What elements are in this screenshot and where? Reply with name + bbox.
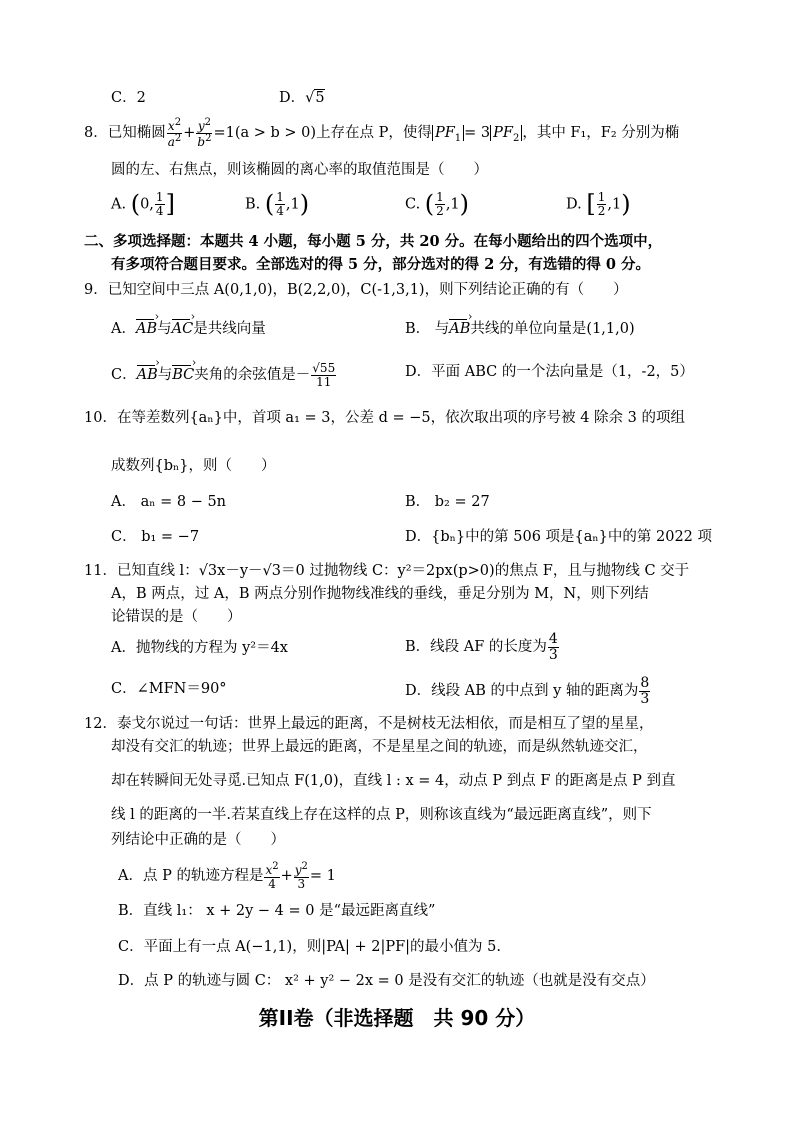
q9-option-d: D．平面 ABC 的一个法向量是（1，-2，5） xyxy=(405,364,694,380)
q8-stem-line2: 圆的左、右焦点，则该椭圆的离心率的取值范围是（ ） xyxy=(111,162,488,178)
q7-option-d: D．√5 xyxy=(279,90,325,106)
q8-stem: 8．已知椭圆 $\frac{x^2}{a^2}$ + $\frac{y^2}{b^2}$ =1(a > b > 0)上存在点 P，使得 $PF_1 = 3$ $PF_2$ ，其中 F₁，F₂ 分别为椭 xyxy=(84,117,680,149)
q9-option-b: B． 与AB ›共线的单位向量是(1,1,0) xyxy=(405,317,635,338)
section2-heading-line2: 有多项符合题目要求。全部选对的得 5 分，部分选对的得 2 分，有选错的得 0 分。 xyxy=(111,256,651,273)
q12-stem-line5: 列结论中正确的是（ ） xyxy=(111,832,285,848)
q7-option-c: C．2 xyxy=(111,90,146,106)
q11-stem-line3: 论错误的是（ ） xyxy=(111,609,242,625)
q10-option-c: C． b₁ = −7 xyxy=(111,529,200,545)
q12-stem-line2: 却没有交汇的轨迹；世界上最远的距离，不是星星之间的轨迹，而是纵然轨迹交汇， xyxy=(111,739,648,755)
section2-heading: 二、多项选择题：本题共 4 小题，每小题 5 分，共 20 分。在每小题给出的四个选项中， xyxy=(84,233,663,250)
q8-option-d: D. [ $\frac{1}{2}$ ,1) xyxy=(566,190,631,218)
q12-stem: 12．泰戈尔说过一句话：世界上最远的距离，不是树枝无法相依，而是相互了望的星星， xyxy=(84,716,654,732)
q11-stem-line2: A，B 两点，过 A，B 两点分别作抛物线准线的垂线，垂足分别为 M，N，则下列结 xyxy=(111,586,649,602)
q12-option-d: D．点 P 的轨迹与圆 C： x² + y² − 2x = 0 是没有交汇的轨迹（也就是没有交点） xyxy=(118,973,655,989)
q11-option-b: B．线段 AF 的长度为 $\frac{4}{3}$ xyxy=(405,631,558,663)
q11-option-c: C．∠MFN＝90° xyxy=(111,681,227,697)
q10-stem: 10．在等差数列{aₙ}中，首项 a₁ = 3，公差 d = −5，依次取出项的序号被 4 除余 3 的项组 xyxy=(84,410,685,426)
q12-option-b: B．直线 l₁： x + 2y − 4 = 0 是“最远距离直线” xyxy=(118,903,436,919)
q9-option-c: C．AB ›与BC ›夹角的余弦值是－ $\frac{√55}{11}$ xyxy=(111,362,337,388)
q12-option-a: A．点 P 的轨迹方程是 $\frac{x^2}{4}$ + $\frac{y^2}{3}$ = 1 xyxy=(118,861,336,891)
q10-option-d: D．{bₙ}中的第 506 项是{aₙ}中的第 2022 项 xyxy=(405,529,713,545)
q9-stem: 9．已知空间中三点 A(0,1,0)，B(2,2,0)，C(-1,3,1)，则下列结论正确的有（ ） xyxy=(84,282,628,298)
q11-option-d: D．线段 AB 的中点到 y 轴的距离为 $\frac{8}{3}$ xyxy=(405,675,650,707)
q8-options: A. (0, $\frac{1}{4}$ ] xyxy=(111,190,175,218)
q11-stem: 11．已知直线 l：√3x－y－√3＝0 过抛物线 C：y²＝2px(p>0)的焦点 F，且与抛物线 C 交于 xyxy=(84,563,690,579)
part2-title: 第II卷（非选择题 共 90 分） xyxy=(258,1006,536,1030)
q10-option-a: A． aₙ = 8 − 5n xyxy=(111,494,227,510)
q12-option-c: C．平面上有一点 A(−1,1)，则|PA| + 2|PF|的最小值为 5. xyxy=(118,939,501,955)
q11-option-a: A．抛物线的方程为 y²＝4x xyxy=(111,640,288,656)
q9-option-a: A．AB ›与AC ›是共线向量 xyxy=(111,317,266,338)
q8-option-b: B. ( $\frac{1}{4}$ ,1) xyxy=(245,190,310,218)
q10-stem-line2: 成数列{bₙ}，则（ ） xyxy=(111,458,276,474)
q10-option-b: B． b₂ = 27 xyxy=(405,494,490,510)
q12-stem-line4: 线 l 的距离的一半.若某直线上存在这样的点 P，则称该直线为“最远距离直线”，则下 xyxy=(111,807,652,823)
q12-stem-line3: 却在转瞬间无处寻觅.已知点 F(1,0)，直线 l : x = 4，动点 P 到点 F 的距离是点 P 到直 xyxy=(111,773,676,789)
q8-option-c: C. ( $\frac{1}{2}$ ,1) xyxy=(405,190,470,218)
